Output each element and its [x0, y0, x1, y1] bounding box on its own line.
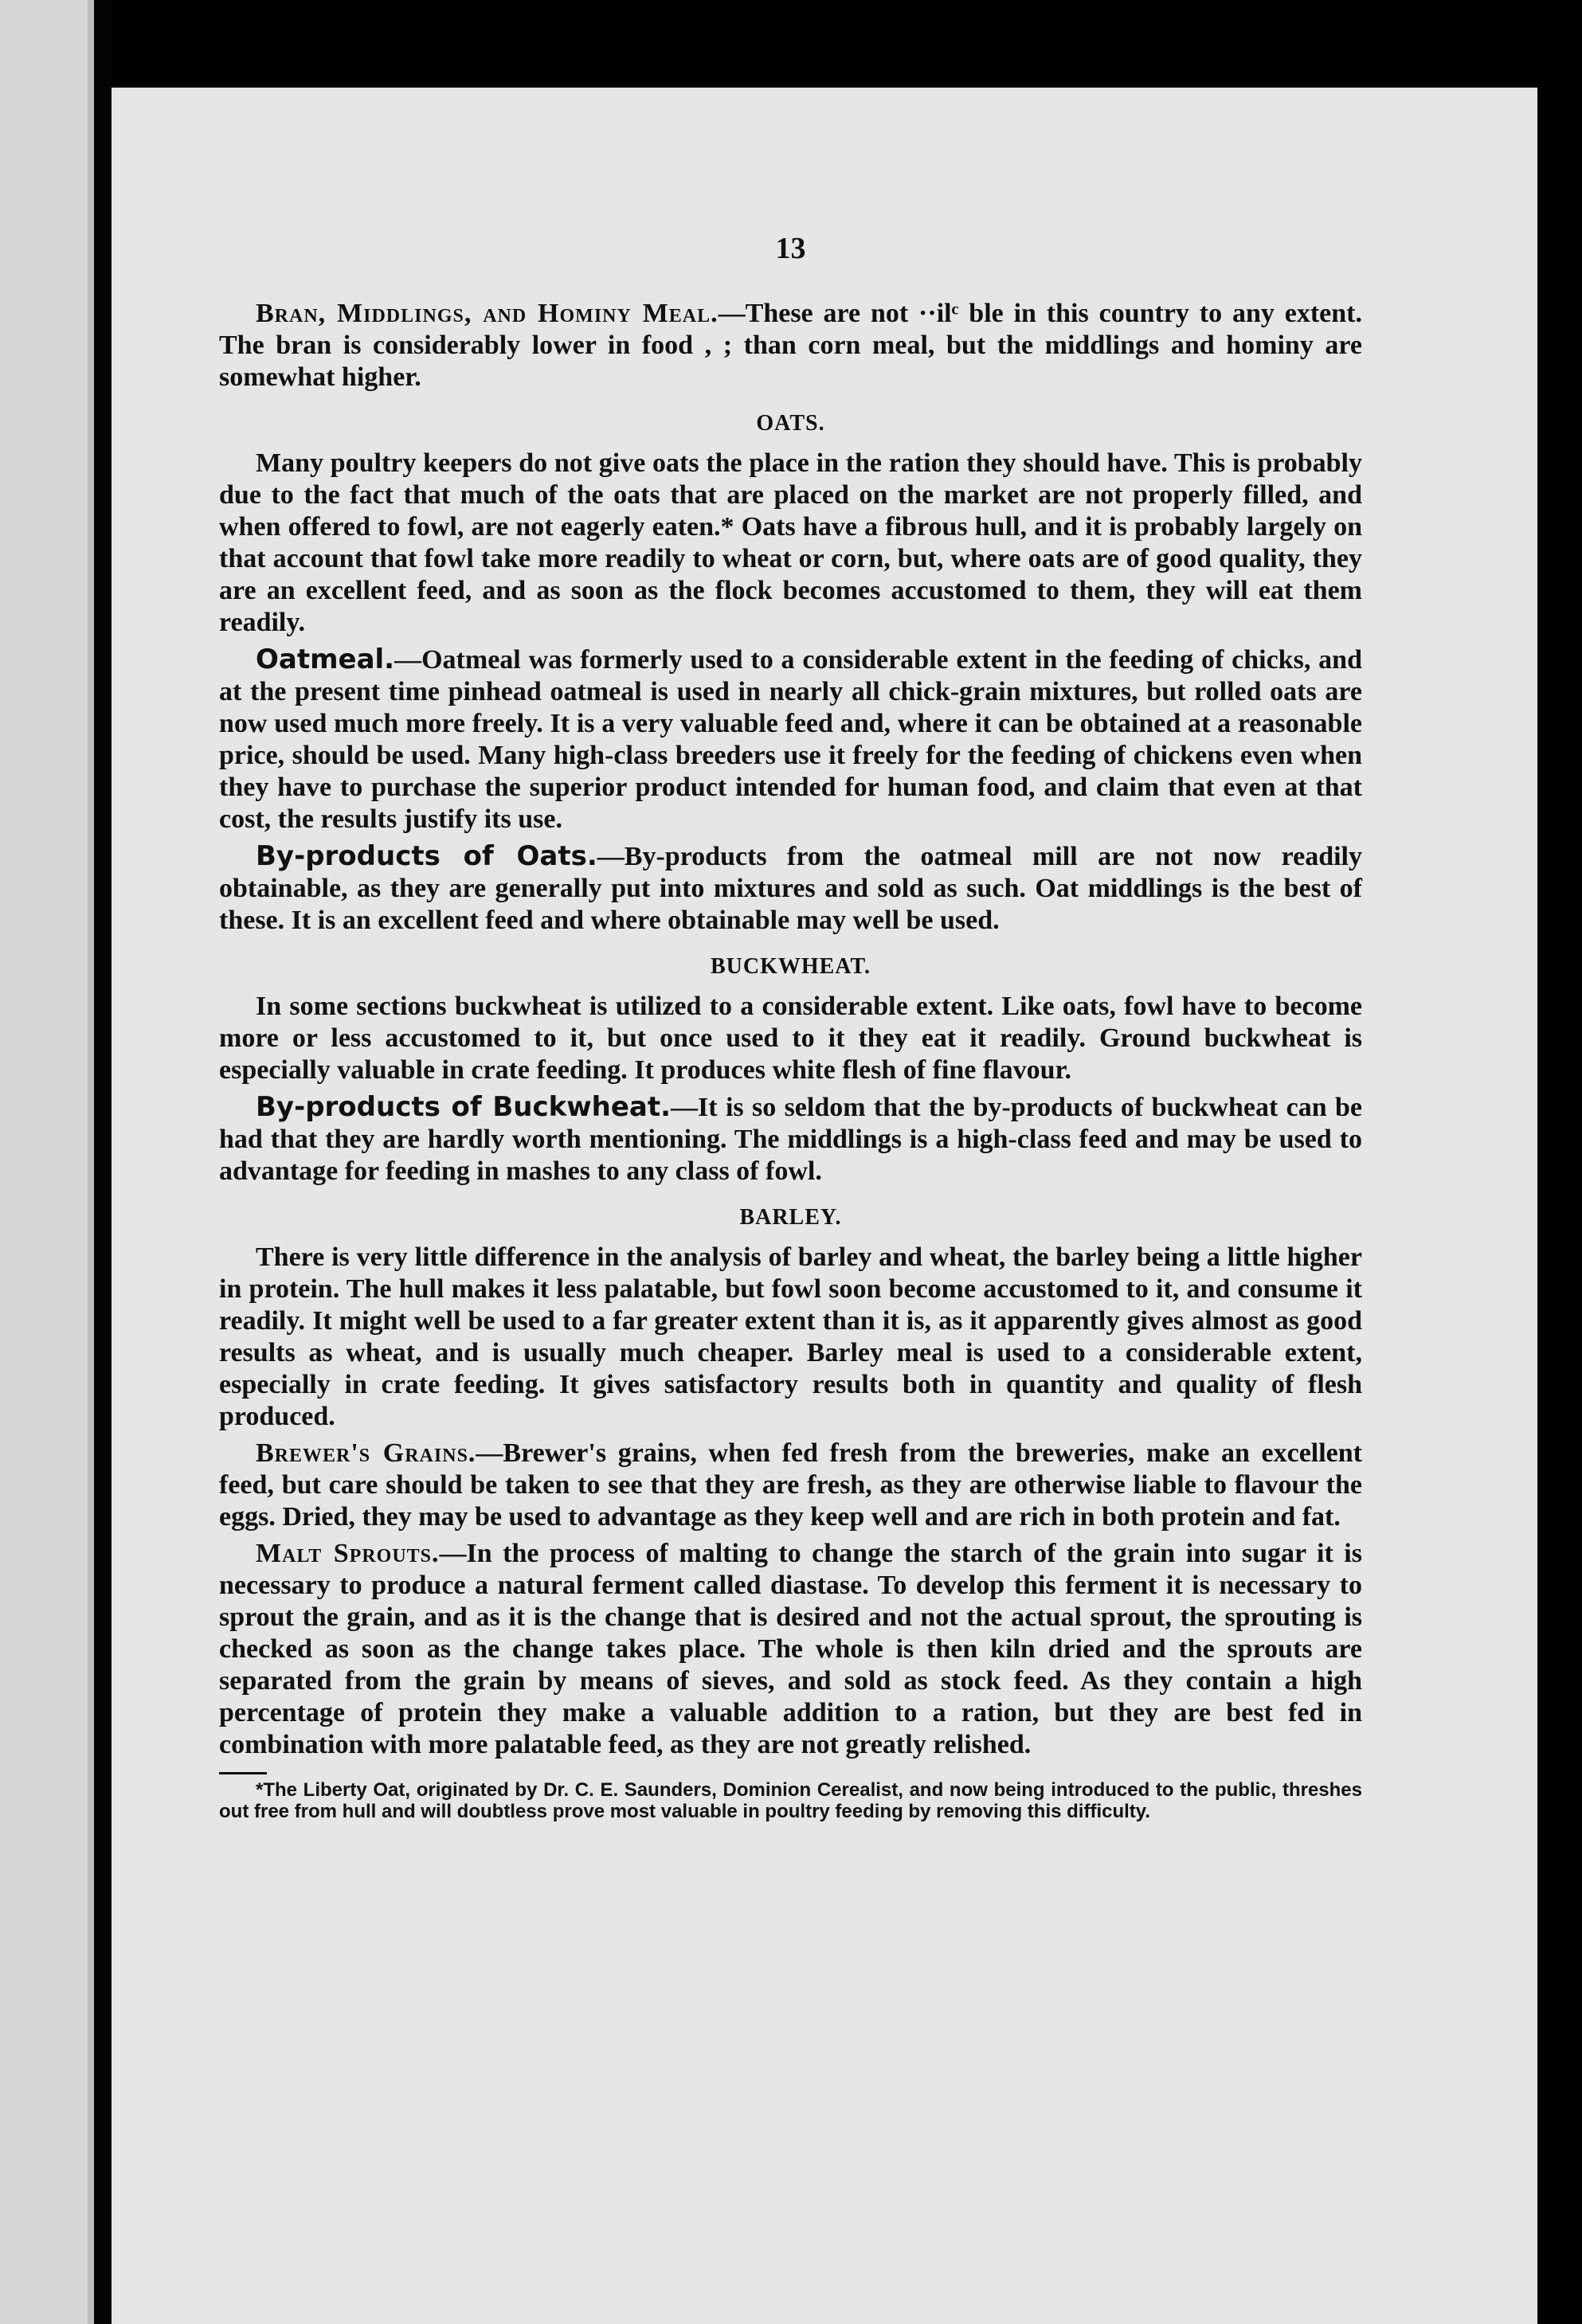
- document-page: [112, 88, 1537, 2324]
- paragraph-buckwheat: In some sections buckwheat is utilized to a considerable extent. Like oats, fowl have to become more or less accustomed to it, but once used to it they eat it readily. Ground buckwheat is especially valuable in crate feeding. It produces white flesh of fine flavour.: [219, 992, 1362, 1085]
- brewers-lead: Brewer's Grains.: [256, 1438, 476, 1468]
- paragraph-bran: [219, 298, 1362, 393]
- malt-text: —In the process of malting to change the starch of the grain into sugar it is necessary to produce a natural ferment called diastase. To develop this ferment it is necessary to sprout the grain, and as it is the change that is desired and not the actual sprout, the sprouting is checked as soon as the change takes place. The whole is then kiln dried and the sprouts are separated from the grain by means of sieves, and sold as stock feed. As they contain a high percentage of protein they make a valuable addition to a ration, but they are best fed in combination with more palatable feed, as they are not greatly relished.: [219, 1539, 1362, 1759]
- paragraph-buckwheat-byproducts: [219, 1091, 1362, 1187]
- paragraph-brewers-grains: [219, 1438, 1362, 1533]
- oatmeal-text: —Oatmeal was formerly used to a considerable extent in the feeding of chicks, and at the present time pinhead oatmeal is used in nearly all chick-grain mixtures, but rolled oats are now used much more freely. It is a very valuable feed and, where it can be obtained at a reasonable price, should be used. Many high-class breeders use it freely for the feeding of chickens even when they have to purchase the superior product intended for human food, and claim that even at that cost, the results justify its use.: [219, 645, 1362, 834]
- scan-border: [94, 0, 112, 2324]
- paragraph-barley: There is very little difference in the analysis of barley and wheat, the barley being a little higher in protein. The hull makes it less palatable, but fowl soon become accustomed to it, and consume it readily. It might well be used to a far greater extent than it is, as it apparently gives almost as good results as wheat, and is usually much cheaper. Barley meal is used to a considerable extent, especially in crate feeding. It gives satisfactory results both in quantity and quality of flesh produced.: [219, 1242, 1362, 1431]
- paragraph-malt-sprouts: [219, 1538, 1362, 1761]
- bran-text: —These are not ··ilᶜ ble in this country to any extent. The bran is considerably lower in food , ; than corn meal, but the middlings and hominy are somewhat higher.: [219, 299, 1362, 392]
- paragraph-oat-byproducts: [219, 840, 1362, 937]
- adjacent-page-edge: [0, 0, 94, 2324]
- malt-lead: Malt Sprouts.: [256, 1539, 440, 1568]
- brewers-text: —Brewer's grains, when fed fresh from the breweries, make an excellent feed, but care should be taken to see that they are fresh, as they are otherwise liable to flavour the eggs. Dried, they may be used to advantage as they keep well and are rich in both protein and fat.: [219, 1438, 1363, 1532]
- heading-barley: BARLEY.: [739, 1205, 842, 1230]
- bran-lead: Bran, Middlings, and Hominy Meal.: [256, 299, 719, 328]
- oat-byproducts-text: —By-products from the oatmeal mill are not now readily obtainable, as they are generally put into mixtures and sold as such. Oat middlings is the best of these. It is an excellent feed and where obtainable may well be used.: [219, 842, 1362, 935]
- text-column: [219, 231, 1362, 1822]
- page-number: 13: [775, 232, 806, 265]
- oat-byproducts-lead: By-products of Oats.: [256, 840, 597, 872]
- buckwheat-byproducts-lead: By-products of Buckwheat.: [256, 1091, 672, 1123]
- heading-oats: OATS.: [756, 411, 825, 436]
- footnote-rule: [219, 1772, 267, 1774]
- oatmeal-lead: Oatmeal.: [256, 644, 395, 675]
- paragraph-oatmeal: [219, 644, 1362, 835]
- heading-buckwheat: BUCKWHEAT.: [710, 954, 871, 979]
- footnote: [219, 1779, 1362, 1822]
- footnote-text: *The Liberty Oat, originated by Dr. C. E. Saunders, Dominion Cerealist, and now being introduced to the public, threshes out free from hull and will doubtless prove most valuable in poultry feeding by removing this difficulty.: [219, 1779, 1362, 1822]
- paragraph-oats: Many poultry keepers do not give oats the place in the ration they should have. This is probably due to the fact that much of the oats that are placed on the market are not properly filled, and when offered to fowl, are not eagerly eaten.* Oats have a fibrous hull, and it is probably largely on that account that fowl take more readily to wheat or corn, but, where oats are of good quality, they are an excellent feed, and as soon as the flock becomes accustomed to them, they will eat them readily.: [219, 448, 1362, 637]
- buckwheat-byproducts-text: —It is so seldom that the by-products of buckwheat can be had that they are hardly worth mentioning. The middlings is a high-class feed and may be used to advantage for feeding in mashes to any class of fowl.: [219, 1093, 1362, 1186]
